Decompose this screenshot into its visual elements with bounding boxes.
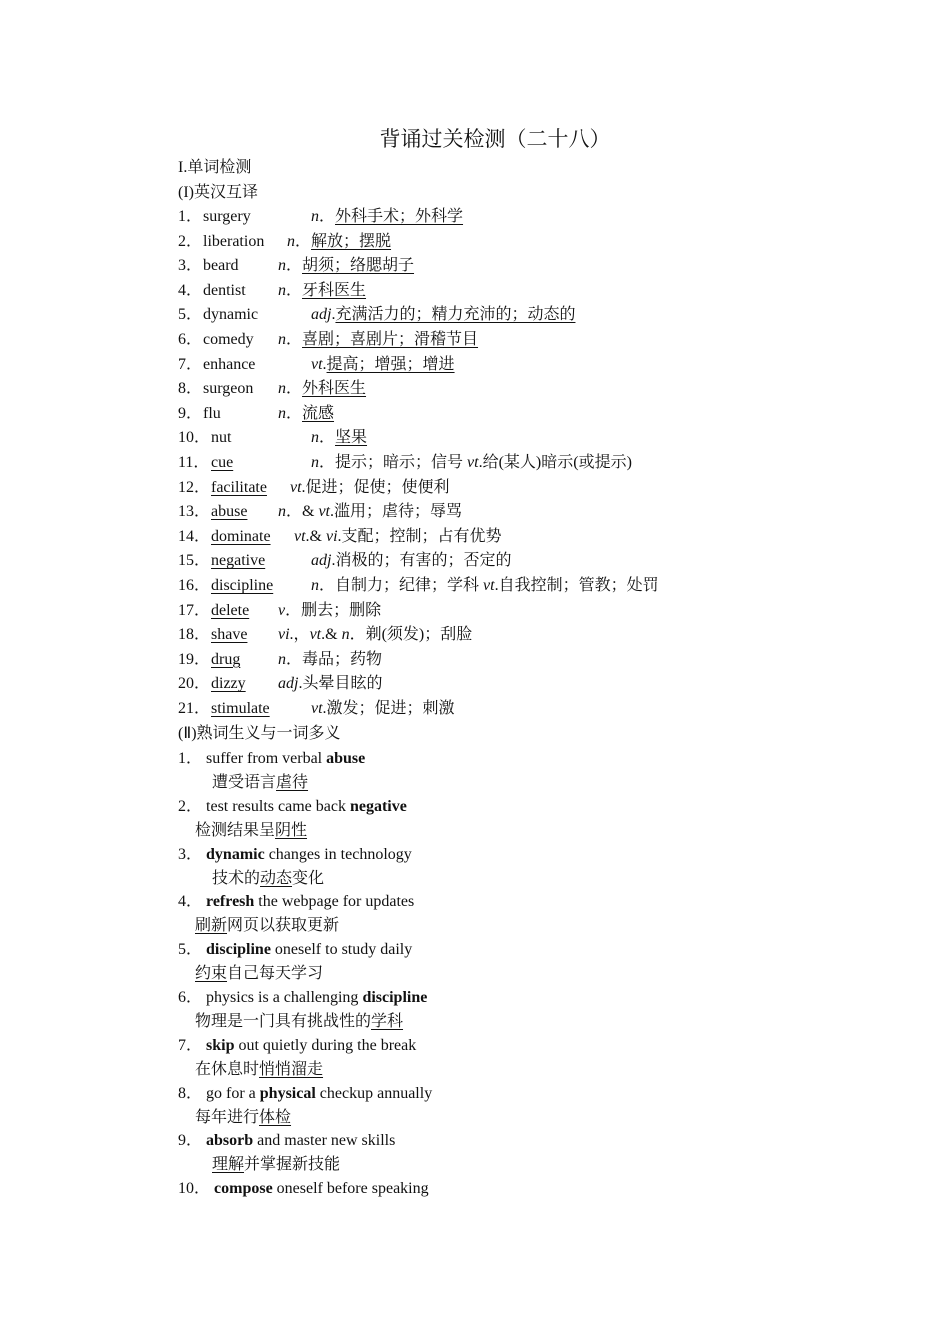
part-of-speech: vt: [309, 626, 322, 644]
vocab-word: nut: [211, 429, 232, 447]
vocab-definition: n．自制力；纪律；学科 vt.自我控制；管教；处罚: [311, 577, 659, 594]
definition-text: 牙科医生: [302, 281, 367, 299]
phrase-chinese: 遭受语言虐待: [212, 774, 309, 791]
part-of-speech: adj: [311, 552, 332, 570]
part-of-speech: adj: [311, 306, 332, 324]
part-of-speech: vt: [318, 503, 330, 521]
phrase-keyword: discipline: [206, 941, 271, 959]
part-of-speech: adj: [278, 675, 299, 693]
vocab-definition: n．坚果: [311, 429, 368, 447]
vocab-number: 20．: [178, 675, 211, 693]
vocab-word: stimulate: [211, 700, 270, 717]
vocab-definition: n．流感: [278, 404, 335, 422]
section-heading: I.单词检测: [178, 159, 252, 176]
phrase-english: 2． test results came back negative: [178, 797, 407, 815]
phrase-keyword: skip: [206, 1036, 235, 1054]
vocab-definition: n．喜剧；喜剧片；滑稽节目: [278, 331, 479, 348]
definition-text: 促进；促使；使便利: [305, 478, 450, 496]
part-heading-2: (Ⅱ)熟词生义与一词多义: [178, 725, 341, 742]
part-of-speech: n: [311, 454, 319, 471]
definition-text: 提高；增强；增进: [326, 355, 455, 373]
phrase-english: 8． go for a physical checkup annually: [178, 1084, 433, 1102]
vocab-word: surgery: [203, 208, 251, 225]
phrase-english: 5． discipline oneself to study daily: [178, 941, 413, 959]
part-of-speech: vt: [311, 355, 323, 373]
phrase-keyword: negative: [349, 797, 407, 815]
vocab-number: 6．: [178, 331, 203, 348]
answer-text: 阴性: [275, 821, 308, 839]
vocab-word: comedy: [203, 331, 254, 348]
phrase-chinese: 在休息时悄悄溜走: [195, 1060, 324, 1078]
definition-text: 滥用；虐待；辱骂: [334, 503, 463, 521]
phrase-english: 3． dynamic changes in technology: [178, 845, 412, 863]
vocab-number: 12．: [178, 478, 211, 496]
vocab-word: discipline: [211, 577, 274, 594]
vocab-word: dynamic: [203, 306, 259, 324]
vocab-definition: adj.消极的；有害的；否定的: [311, 552, 512, 570]
vocab-word: flu: [203, 404, 221, 422]
phrase-keyword: discipline: [362, 989, 428, 1006]
answer-text: 学科: [371, 1013, 404, 1030]
phrase-english: 4． refresh the webpage for updates: [178, 893, 415, 911]
phrase-keyword: physical: [259, 1084, 316, 1102]
vocab-word: cue: [211, 454, 234, 471]
part-of-speech: n: [311, 208, 319, 225]
part-of-speech: n: [278, 650, 286, 668]
definition-text: 激发；促进；刺激: [326, 700, 455, 717]
vocab-definition: n．胡须；络腮胡子: [278, 257, 415, 275]
vocab-number: 17．: [178, 601, 211, 619]
vocab-word: surgeon: [203, 380, 254, 398]
phrase-chinese: 每年进行体检: [195, 1108, 292, 1126]
vocab-definition: n．毒品；药物: [278, 650, 383, 668]
definition-text: 胡须；络腮胡子: [302, 257, 415, 275]
part-of-speech: v: [278, 601, 286, 619]
definition-text: 喜剧；喜剧片；滑稽节目: [302, 331, 479, 348]
answer-text: 刷新: [195, 917, 228, 935]
page-title: 背诵过关检测（二十八）: [379, 127, 611, 151]
vocab-number: 7．: [178, 355, 203, 373]
definition-text: 头晕目眩的: [302, 675, 383, 693]
phrase-chinese: 约束自己每天学习: [195, 965, 324, 983]
answer-text: 理解: [212, 1156, 245, 1174]
phrase-keyword: compose: [214, 1180, 273, 1198]
part-of-speech: n: [278, 257, 286, 275]
vocab-word: abuse: [211, 503, 248, 521]
vocab-number: 4．: [178, 281, 203, 299]
phrase-english: 7． skip out quietly during the break: [178, 1036, 417, 1054]
vocab-number: 1．: [178, 208, 203, 225]
vocab-word: dominate: [211, 527, 271, 545]
phrase-chinese: 技术的动态变化: [212, 869, 325, 887]
answer-text: 动态: [260, 869, 293, 887]
vocab-number: 16．: [178, 577, 211, 594]
part-of-speech: n: [287, 232, 295, 250]
vocab-number: 3．: [178, 257, 203, 275]
part-of-speech: vt: [311, 700, 323, 717]
part-of-speech: n: [278, 281, 286, 299]
definition-text: 外科手术；外科学: [335, 208, 464, 225]
vocab-number: 18．: [178, 626, 211, 644]
vocab-definition: vi.，vt.& n．剃(须发)；刮脸: [278, 626, 473, 644]
part-of-speech: vt: [290, 478, 302, 496]
vocab-number: 9．: [178, 404, 203, 422]
phrase-english: 1． suffer from verbal abuse: [178, 750, 366, 767]
vocab-number: 15．: [178, 552, 211, 570]
vocab-definition: n．外科手术；外科学: [311, 208, 464, 225]
part-of-speech: n: [278, 380, 286, 398]
phrase-keyword: dynamic: [206, 845, 265, 863]
part-of-speech: n: [278, 503, 286, 521]
part-of-speech: vi: [278, 626, 290, 644]
vocab-definition: vt.激发；促进；刺激: [311, 700, 455, 717]
vocab-word: liberation: [203, 232, 265, 250]
definition-text: 提示；暗示；信号: [335, 454, 464, 471]
vocab-word: shave: [211, 626, 248, 644]
phrase-keyword: absorb: [206, 1132, 254, 1150]
answer-text: 悄悄溜走: [259, 1060, 324, 1078]
vocab-definition: adj.头晕目眩的: [278, 675, 383, 693]
definition-text: 删去；删除: [301, 601, 382, 619]
definition-text: 解放；摆脱: [311, 232, 392, 250]
definition-text: 剃(须发)；刮脸: [365, 626, 473, 644]
phrase-english: 10． compose oneself before speaking: [178, 1180, 429, 1198]
vocab-number: 19．: [178, 650, 211, 668]
phrase-english: 9． absorb and master new skills: [178, 1132, 396, 1150]
phrase-keyword: refresh: [206, 893, 255, 911]
vocab-definition: v．删去；删除: [278, 601, 382, 619]
vocab-number: 11．: [178, 454, 210, 471]
phrase-chinese: 检测结果呈阴性: [195, 821, 308, 839]
answer-text: 约束: [195, 965, 228, 983]
vocab-word: dizzy: [211, 675, 246, 693]
definition-text: 流感: [302, 404, 335, 422]
definition-text: 自制力；纪律；学科: [335, 577, 480, 594]
vocab-definition: n．解放；摆脱: [287, 232, 392, 250]
part-of-speech: vt: [467, 454, 479, 471]
vocab-number: 5．: [178, 306, 203, 324]
definition-text: 支配；控制；占有优势: [341, 527, 502, 545]
vocab-word: enhance: [203, 355, 256, 373]
vocab-number: 8．: [178, 380, 203, 398]
definition-text: 充满活力的；精力充沛的；动态的: [335, 306, 576, 324]
definition-text: 外科医生: [302, 380, 367, 398]
vocab-number: 13．: [178, 503, 211, 521]
vocab-definition: n．牙科医生: [278, 281, 367, 299]
part-of-speech: n: [278, 331, 286, 348]
vocab-word: delete: [211, 601, 250, 619]
vocab-definition: n．提示；暗示；信号 vt.给(某人)暗示(或提示): [311, 454, 632, 471]
definition-text: 坚果: [335, 429, 368, 447]
vocab-word: drug: [211, 650, 241, 668]
phrase-chinese: 理解并掌握新技能: [212, 1156, 341, 1174]
answer-text: 体检: [259, 1108, 292, 1126]
part-of-speech: n: [341, 626, 350, 644]
vocab-definition: n．外科医生: [278, 380, 367, 398]
part-of-speech: vt: [294, 527, 306, 545]
part-of-speech: n: [311, 429, 319, 447]
part-heading-1: (I)英汉互译: [178, 184, 258, 201]
vocab-definition: adj.充满活力的；精力充沛的；动态的: [311, 306, 576, 324]
vocab-definition: vt.& vi.支配；控制；占有优势: [294, 527, 502, 545]
phrase-keyword: abuse: [326, 750, 366, 767]
vocab-number: 14．: [178, 527, 211, 545]
phrase-chinese: 刷新网页以获取更新: [195, 917, 340, 935]
phrase-english: 6． physics is a challenging discipline: [178, 989, 428, 1006]
vocab-word: dentist: [203, 281, 246, 299]
vocab-word: facilitate: [211, 478, 267, 496]
part-of-speech: n: [278, 404, 286, 422]
part-of-speech: n: [311, 577, 319, 594]
part-of-speech: vi: [326, 527, 338, 545]
answer-text: 虐待: [276, 774, 309, 791]
vocab-number: 2．: [178, 232, 203, 250]
part-of-speech: vt: [483, 577, 495, 594]
vocab-word: negative: [211, 552, 266, 570]
vocab-word: beard: [203, 257, 239, 275]
vocab-definition: n．& vt.滥用；虐待；辱骂: [278, 503, 463, 521]
phrase-chinese: 物理是一门具有挑战性的学科: [195, 1013, 404, 1030]
definition-text: 消极的；有害的；否定的: [335, 552, 512, 570]
vocab-definition: vt.促进；促使；使便利: [290, 478, 450, 496]
vocab-number: 10．: [178, 429, 211, 447]
definition-text: 毒品；药物: [302, 650, 383, 668]
vocab-definition: vt.提高；增强；增进: [311, 355, 455, 373]
vocab-number: 21．: [178, 700, 211, 717]
